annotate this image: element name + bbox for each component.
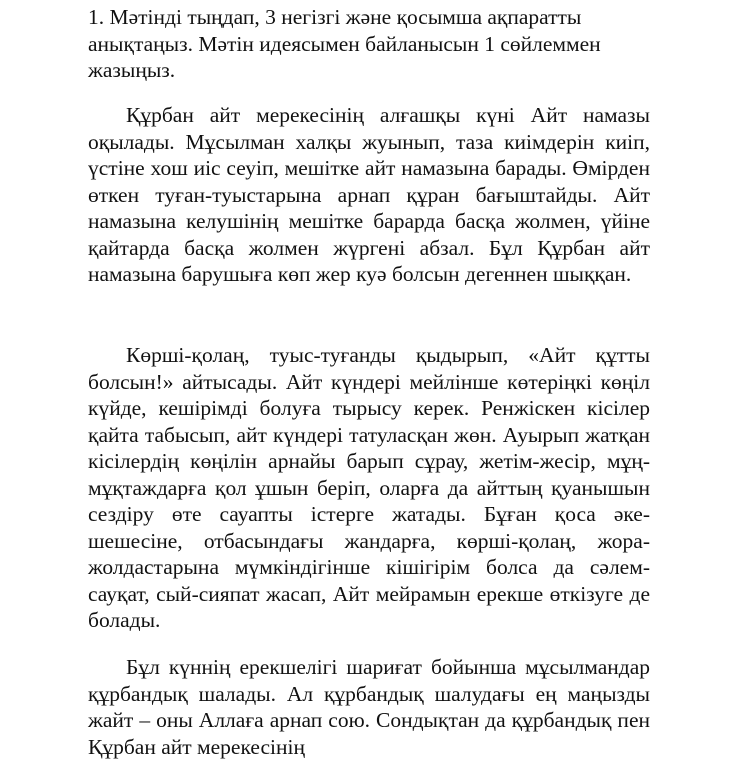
task-instruction: 1. Мәтінді тыңдап, 3 негізгі және қосымша ақпаратты анықтаңыз. Мәтін идеясымен байланысын 1 сөйлеммен жазыңыз.: [88, 5, 601, 82]
paragraph-2: Көрші-қолаң, туыс-туғанды қыдырып, «Айт құтты болсын!» айтысады. Айт күндері мейлінше көтеріңкі көңіл күйде, кешірімді болуға тырысу керек. Ренжіскен кісілер қайта табысып, айт күндері татуласқан жөн. Ауырып жатқан кісілердің көңілін арнайы барып сұрау, жетім-жесір, мұң-мұқтаждарға қол ұшын беріп, оларға да айттың қуанышын сездіру өте сауапты істерге жатады. Бұған қоса әке-шешесіне, отбасындағы жандарға, көрші-қолаң, жора-жолдастарына мүмкіндігінше кішігірім болса да сәлем-сауқат, сый-сияпат жасап, Айт мейрамын ерекше өткізуге де болады.: [88, 343, 650, 632]
paragraph-3: Бұл күннің ерекшелігі шариғат бойынша мұсылмандар құрбандық шалады. Ал құрбандық шалудағы ең маңызды жайт – оны Аллаға арнап сою. Сондықтан да құрбандық пен Құрбан айт мерекесінің: [88, 655, 650, 759]
paragraph-1: Құрбан айт мерекесінің алғашқы күні Айт намазы оқылады. Мұсылман халқы жуынып, таза киімдерін киіп, үстіне хош иіс сеуіп, мешітке айт намазына барады. Өмірден өткен туған-туыстарына арнап құран бағыштайды. Айт намазына келушінің мешітке барарда басқа жолмен, үйіне қайтарда басқа жолмен жүргені абзал. Бұл Құрбан айт намазына барушыға көп жер куә болсын дегеннен шыққан.: [88, 103, 650, 286]
